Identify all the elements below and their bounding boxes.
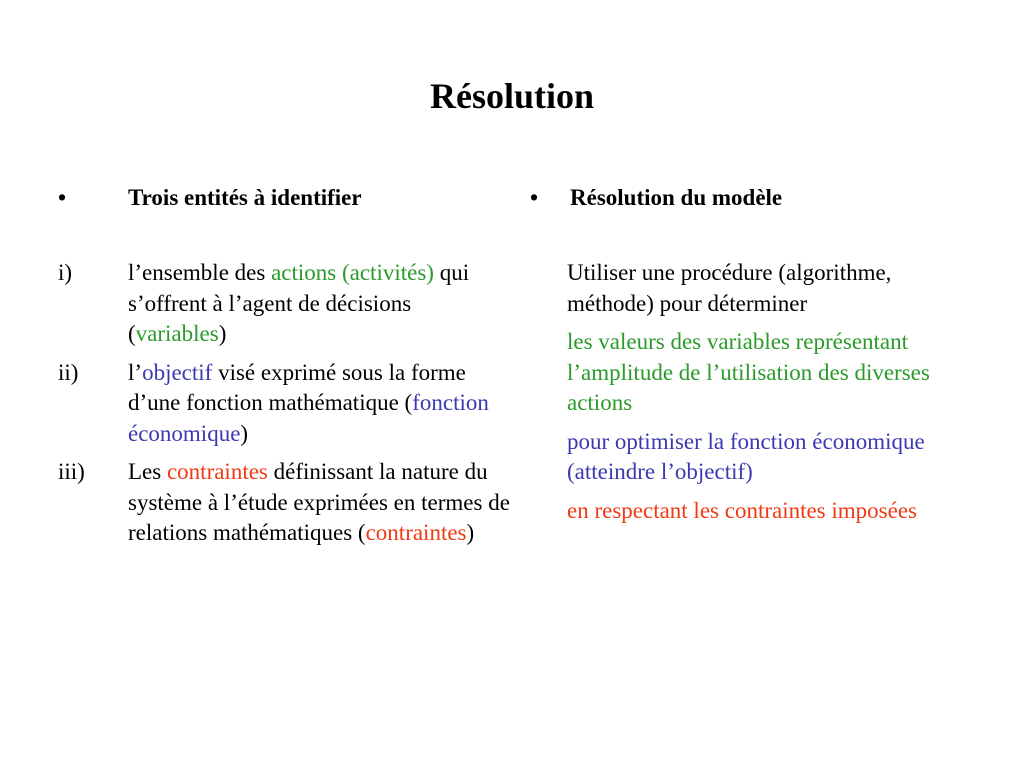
- list-item-entities-3: [58, 457, 513, 549]
- right-bullet-heading: [530, 182, 970, 214]
- right-column: [530, 182, 970, 526]
- paragraph-variables: les valeurs des variables représentant l’amplitude de l’utilisation des diverses actions: [567, 329, 930, 415]
- right-heading: Résolution du modèle: [570, 185, 783, 210]
- highlight-variables: variables: [135, 321, 219, 346]
- slide-title: Résolution: [429, 76, 595, 116]
- highlight-fonction-economique: fonction économique: [128, 390, 489, 446]
- paragraph-contraintes: en respectant les contraintes imposées: [567, 497, 917, 523]
- paragraph-objectif: pour optimiser la fonction économique (atteindre l’objectif): [567, 428, 925, 484]
- item-text: qui s’offrent à l’agent de décisions (: [128, 260, 470, 346]
- bullet-icon: •: [530, 185, 539, 210]
- item-text: ): [218, 321, 227, 346]
- item-text: définissant la nature du système à l’étude exprimées en termes de relations mathématiques (: [128, 459, 510, 545]
- item-number: ii): [58, 359, 79, 385]
- item-text: Les: [128, 459, 167, 484]
- item-text: l’ensemble des: [128, 260, 272, 285]
- left-heading: Trois entités à identifier: [128, 185, 362, 210]
- item-text: ): [240, 420, 249, 446]
- list-item-entities-2: [58, 358, 513, 450]
- list-item-entities-1: [58, 258, 513, 350]
- highlight-contraintes: contraintes: [365, 520, 467, 545]
- item-text: l’: [128, 359, 143, 385]
- bullet-icon: •: [58, 185, 67, 210]
- highlight-objectif: objectif: [142, 359, 213, 385]
- paragraph-procedure: Utiliser une procédure (algorithme, méthode) pour déterminer: [567, 260, 892, 316]
- left-bullet-heading: [58, 182, 513, 214]
- highlight-contraintes: contraintes: [166, 459, 268, 484]
- item-number: i): [58, 260, 73, 285]
- item-text: visé exprimé sous la forme d’une fonction mathématique (: [128, 359, 466, 415]
- highlight-actions: actions (activités): [271, 260, 434, 285]
- left-column: [58, 182, 513, 549]
- item-number: iii): [58, 459, 85, 484]
- item-text: ): [466, 520, 475, 545]
